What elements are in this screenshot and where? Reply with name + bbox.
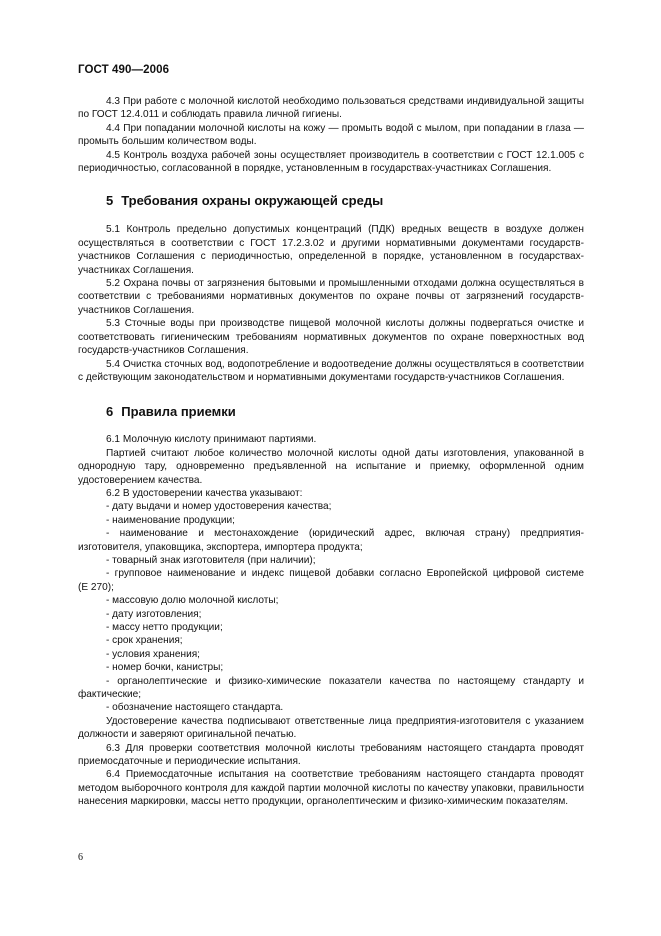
- document-body: [78, 95, 584, 809]
- paragraph: - органолептические и физико-химические показатели качества по настоящему стандарту и фактические;: [78, 675, 584, 701]
- section-5-title: Требования охраны окружающей среды: [121, 193, 384, 209]
- paragraph: (Е 270);: [78, 581, 114, 593]
- paragraph: 6.4 Приемосдаточные испытания на соответствие требованиям настоящего стандарта проводят методом выборочного контроля для каждой партии молочной кислоты по качеству упаковки, правильности нанесения маркировки, массы нетто продукции, органолептическим и физико-химическим показателям.: [78, 769, 584, 808]
- paragraph: 5.1 Контроль предельно допустимых концентраций (ПДК) вредных веществ в воздухе должен осуществляться в соответствии с ГОСТ 17.2.3.02 и другими нормативными документами государств-участников Соглашения с периодичностью, определенной в порядке, установленном в государствах-участниках Соглашения.: [78, 224, 584, 276]
- section-5-heading: [78, 193, 584, 209]
- document-header: ГОСТ 490—2006: [78, 64, 170, 76]
- section-4-continuation: [78, 95, 584, 175]
- paragraph: - массовую долю молочной кислоты;: [106, 595, 279, 607]
- paragraph: - обозначение настоящего стандарта.: [106, 702, 284, 714]
- paragraph: 6.2 В удостоверении качества указывают:: [106, 487, 303, 499]
- page-number: 6: [78, 852, 83, 863]
- section-5-body: [78, 223, 584, 384]
- paragraph: 4.4 При попадании молочной кислоты на кожу — промыть водой с мылом, при попадании в глаза — промыть большим количеством воды.: [78, 122, 584, 148]
- paragraph: - массу нетто продукции;: [106, 622, 223, 633]
- paragraph: - товарный знак изготовителя (при наличии);: [106, 554, 316, 566]
- section-6-title: Правила приемки: [121, 404, 236, 420]
- section-6-body: [78, 433, 584, 808]
- paragraph: - наименование и местонахождение (юридический адрес, включая страну) предприятия-изготовителя, упаковщика, экспортера, импортера продукта;: [78, 528, 584, 553]
- paragraph: 5.2 Охрана почвы от загрязнения бытовыми и промышленными отходами должна осуществляться в соответствии с требованиями нормативных документов по охране почвы от загрязнений государств-участников Соглашения.: [78, 278, 584, 316]
- paragraph: 6.1 Молочную кислоту принимают партиями.: [106, 434, 317, 446]
- paragraph: - срок хранения;: [106, 635, 183, 647]
- paragraph: 4.5 Контроль воздуха рабочей зоны осуществляет производитель в соответствии с ГОСТ 12.1.005 с периодичностью, согласованной в порядке, установленным в государствах-участниках Соглашения.: [78, 149, 584, 175]
- paragraph: - групповое наименование и индекс пищевой добавки согласно Европейской цифровой системе: [106, 568, 584, 580]
- section-6-number: 6: [106, 404, 114, 420]
- paragraph: 6.3 Для проверки соответствия молочной кислоты требованиям настоящего стандарта проводят приемосдаточные и периодические испытания.: [78, 742, 584, 768]
- section-6-heading: [78, 404, 584, 420]
- paragraph: Удостоверение качества подписывают ответственные лица предприятия-изготовителя с указанием должности и заверяют оригинальной печатью.: [78, 715, 584, 741]
- paragraph: Партией считают любое количество молочной кислоты одной даты изготовления, упакованной в однородную тару, одновременно предъявленной на испытание и приемку, оформленной одним удостоверением качества.: [78, 447, 584, 486]
- paragraph: - дату изготовления;: [106, 608, 202, 620]
- paragraph: 4.3 При работе с молочной кислотой необходимо пользоваться средствами индивидуальной защиты по ГОСТ 12.4.011 и соблюдать правила личной гигиены.: [78, 96, 584, 121]
- section-5-number: 5: [106, 193, 114, 209]
- paragraph: - дату выдачи и номер удостоверения качества;: [106, 501, 332, 513]
- paragraph: - условия хранения;: [106, 648, 200, 660]
- paragraph: 5.3 Сточные воды при производстве пищевой молочной кислоты должны подвергаться очистке и соответствовать гигиеническим требованиям нормативных документов по охране поверхностных вод государств-участников Соглашения.: [78, 318, 584, 357]
- paragraph: - номер бочки, канистры;: [106, 662, 224, 674]
- paragraph: 5.4 Очистка сточных вод, водопотребление и водоотведение должны осуществляться в соответствии с действующим законодательством и нормативными документами государств-участников Соглашения.: [78, 358, 584, 383]
- paragraph: - наименование продукции;: [106, 514, 235, 526]
